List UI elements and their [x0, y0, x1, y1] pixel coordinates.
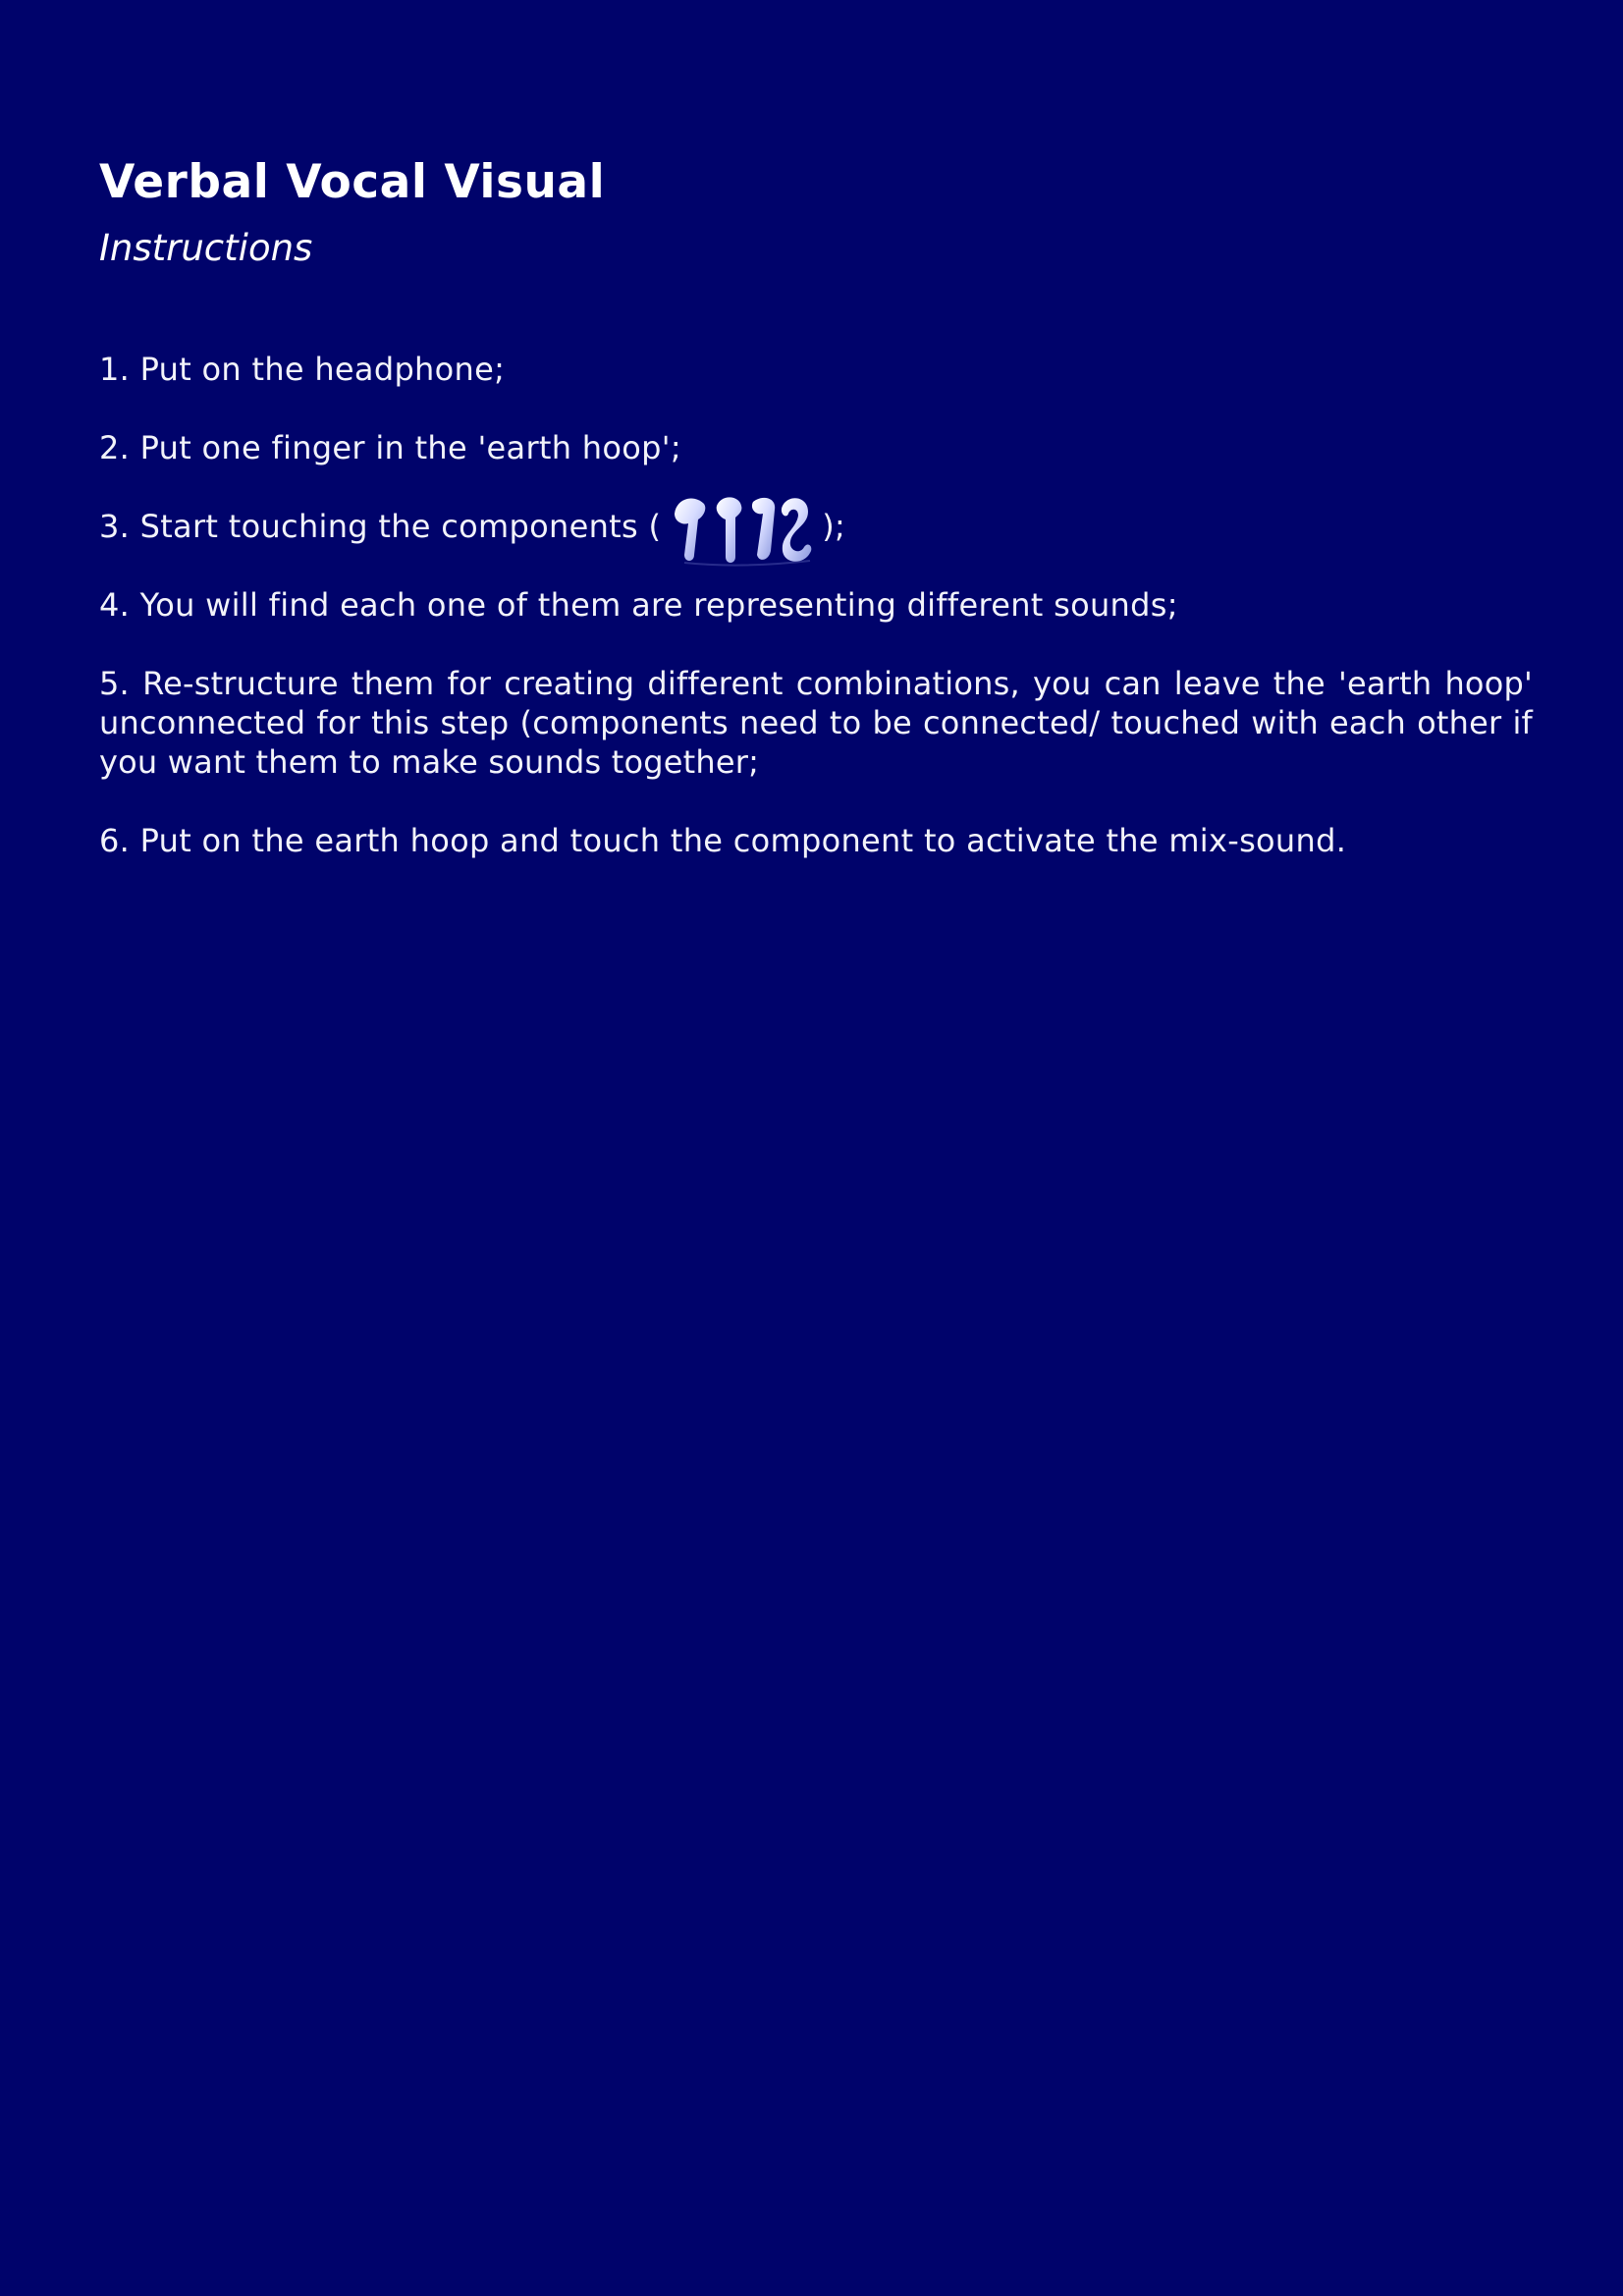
instruction-step-1: 1. Put on the headphone; [99, 351, 506, 388]
instruction-step-5: 5. Re-structure them for creating different combinations, you can leave the 'earth hoop' unconnected for this step (components need to be connected/ touched with each other if you want them to make sounds together; [99, 665, 1533, 781]
instruction-step-2: 2. Put one finger in the 'earth hoop'; [99, 429, 681, 466]
page-title: Verbal Vocal Visual [99, 155, 606, 209]
instruction-step-3-suffix: ); [822, 508, 846, 545]
instruction-step-6: 6. Put on the earth hoop and touch the component to activate the mix-sound. [99, 822, 1347, 859]
instruction-step-3-prefix: 3. Start touching the components ( [99, 508, 662, 545]
instruction-step-4: 4. You will find each one of them are representing different sounds; [99, 586, 1178, 624]
instruction-list [99, 350, 1533, 900]
instruction-step-3 [99, 507, 1533, 546]
page-subtitle: Instructions [99, 227, 313, 269]
components-image [667, 486, 816, 571]
